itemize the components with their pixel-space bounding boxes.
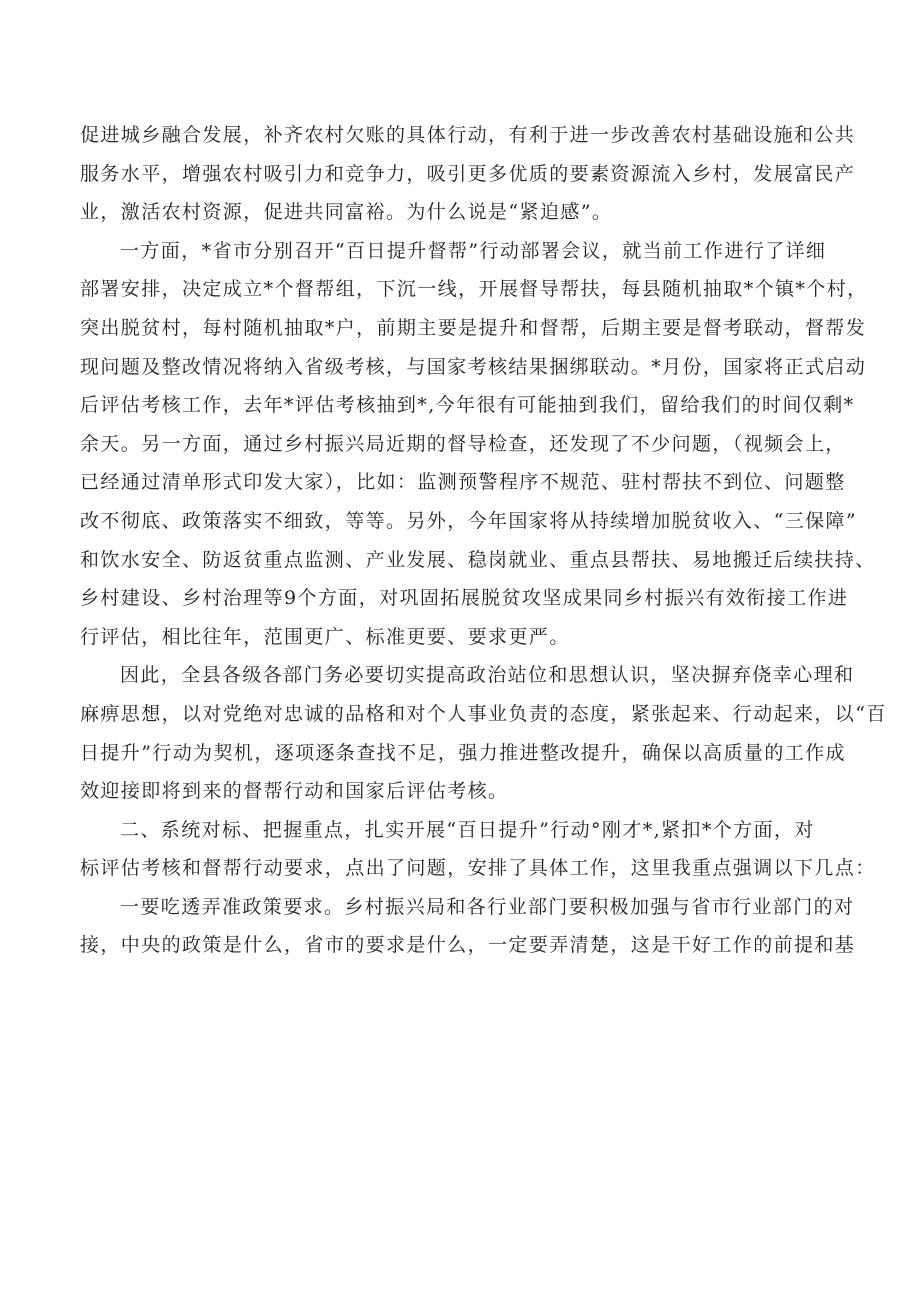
text-line: 已经通过清单形式印发大家），比如：监测预警程序不规范、驻村帮扶不到位、问题整 xyxy=(80,471,846,494)
text-line: 现问题及整改情况将纳入省级考核，与国家考核结果捆绑联动。*月份，国家将正式启动 xyxy=(80,355,867,378)
text-line: 标评估考核和督帮行动要求，点出了问题，安排了具体工作，这里我重点强调以下几点： xyxy=(80,857,876,880)
text-line: 服务水平，增强农村吸引力和竞争力，吸引更多优质的要素资源流入乡村，发展富民产 xyxy=(80,162,856,185)
text-line: 部署安排，决定成立*个督帮组，下沉一线，开展督导帮扶，每县随机抽取*个镇*个村， xyxy=(80,278,868,301)
text-line: 因此，全县各级各部门务必要切实提高政治站位和思想认识，坚决摒弃侥幸心理和 xyxy=(120,664,855,687)
text-line: 改不彻底、政策落实不细致，等等。另外，今年国家将从持续增加脱贫收入、“三保障” xyxy=(80,509,858,532)
text-line: 突出脱贫村，每村随机抽取*户，前期主要是提升和督帮，后期主要是督考联动，督帮发 xyxy=(80,316,867,339)
text-line: 业，激活农村资源，促进共同富裕。为什么说是“紧迫感”。 xyxy=(80,201,613,224)
text-line: 余天。另一方面，通过乡村振兴局近期的督导检查，还发现了不少问题，（视频会上， xyxy=(80,432,846,455)
text-line: 和饮水安全、防返贫重点监测、产业发展、稳岗就业、重点县帮扶、易地搬迁后续扶持、 xyxy=(80,548,876,571)
text-line: 日提升”行动为契机，逐项逐条查找不足，强力推进整改提升，确保以高质量的工作成 xyxy=(80,741,846,764)
text-line: 接，中央的政策是什么，省市的要求是什么，一定要弄清楚，这是干好工作的前提和基 xyxy=(80,934,856,957)
text-line: 一方面，*省市分别召开“百日提升督帮”行动部署会议，就当前工作进行了详细 xyxy=(120,239,827,262)
text-line: 麻痹思想，以对党绝对忠诚的品格和对个人事业负责的态度，紧张起来、行动起来，以“百 xyxy=(80,702,887,725)
document-body xyxy=(80,116,887,965)
text-line: 乡村建设、乡村治理等9个方面，对巩固拓展脱贫攻坚成果同乡村振兴有效衔接工作进 xyxy=(80,587,849,610)
text-line: 二、系统对标、把握重点，扎实开展“百日提升”行动°刚才*,紧扣*个方面，对 xyxy=(120,818,815,841)
text-line: 效迎接即将到来的督帮行动和国家后评估考核。 xyxy=(80,780,509,803)
text-line: 行评估，相比往年，范围更广、标准更要、要求更严。 xyxy=(80,625,570,648)
text-line: 后评估考核工作，去年*评估考核抽到*,今年很有可能抽到我们，留给我们的时间仅剩* xyxy=(80,394,855,417)
text-line: 促进城乡融合发展，补齐农村欠账的具体行动，有利于进一步改善农村基础设施和公共 xyxy=(80,124,856,146)
text-line: 一要吃透弄准政策要求。乡村振兴局和各行业部门要积极加强与省市行业部门的对 xyxy=(120,895,855,918)
